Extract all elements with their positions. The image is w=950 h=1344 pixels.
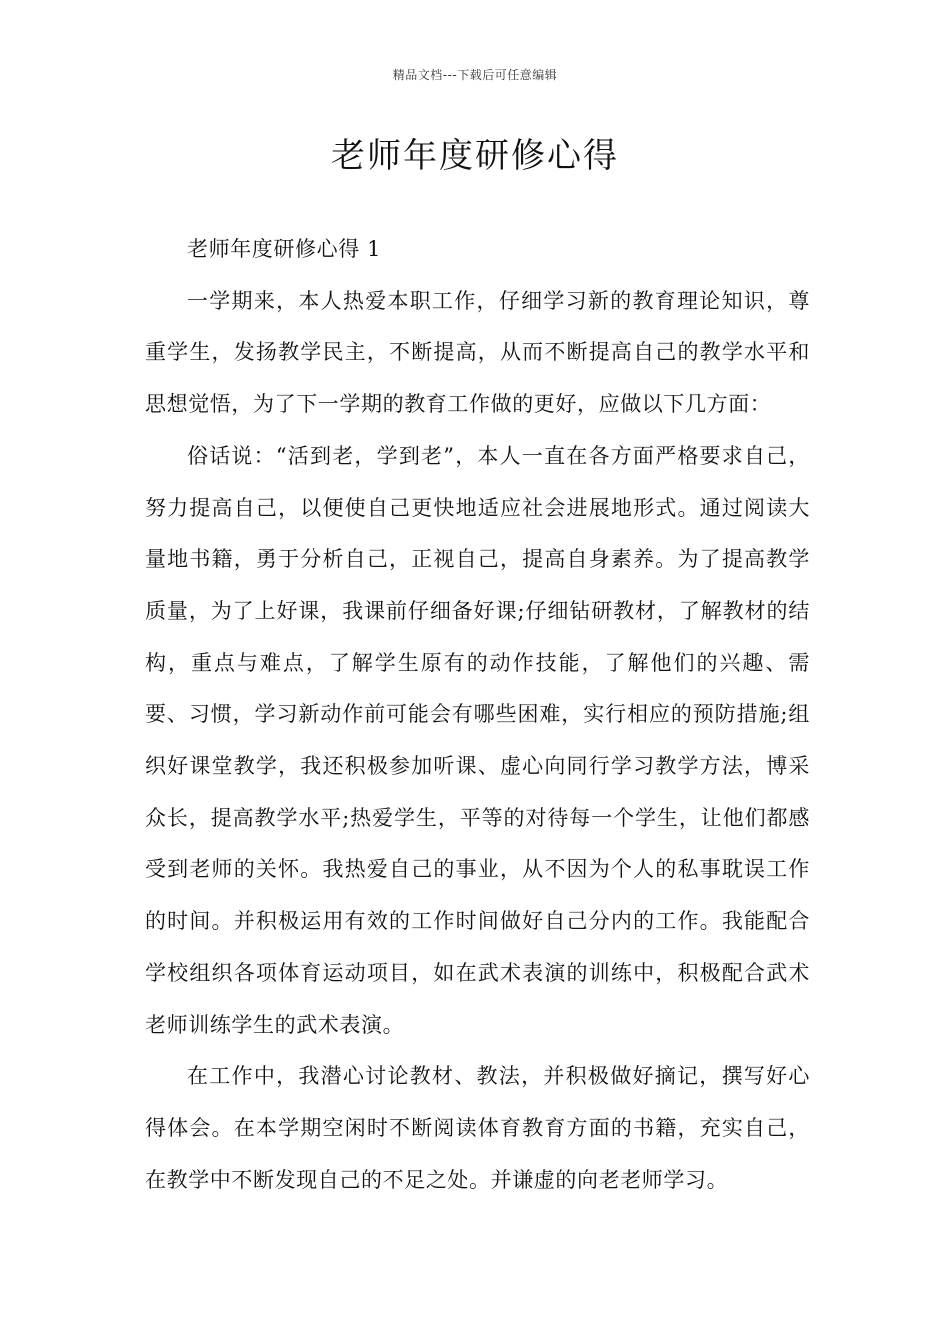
paragraph-3: 在工作中，我潜心讨论教材、教法，并积极做好摘记，撰写好心得体会。在本学期空闲时不断阅读体育教育方面的书籍，充实自己，在教学中不断发现自己的不足之处。并谦虚的向老老师学习。 (145, 1064, 810, 1192)
section-subtitle: 老师年度研修心得 1 (187, 237, 382, 261)
paragraph-2: 俗话说：“活到老，学到老”，本人一直在各方面严格要求自己，努力提高自己，以便使自己更快地适应社会进展地形式。通过阅读大量地书籍，勇于分析自己，正视自己，提高自身素养。为了提高教学质量，为了上好课，我课前仔细备好课;仔细钻研教材，了解教材的结构，重点与难点，了解学生原有的动作技能，了解他们的兴趣、需要、习惯，学习新动作前可能会有哪些困难，实行相应的预防措施;组织好课堂教学，我还积极参加听课、虚心向同行学习教学方法，博采众长，提高教学水平;热爱学生，平等的对待每一个学生，让他们都感受到老师的关怀。我热爱自己的事业，从不因为个人的私事耽误工作的时间。并积极运用有效的工作时间做好自己分内的工作。我能配合学校组织各项体育运动项目，如在武术表演的训练中，积极配合武术老师训练学生的武术表演。 (145, 443, 810, 1037)
document-body (145, 224, 810, 1206)
document-title: 老师年度研修心得 (331, 136, 619, 176)
paragraph-1: 一学期来，本人热爱本职工作，仔细学习新的教育理论知识，尊重学生，发扬教学民主，不断提高，从而不断提高自己的教学水平和思想觉悟，为了下一学期的教育工作做的更好，应做以下几方面： (145, 288, 810, 417)
header-note: 精品文档---下载后可任意编辑 (392, 68, 558, 82)
